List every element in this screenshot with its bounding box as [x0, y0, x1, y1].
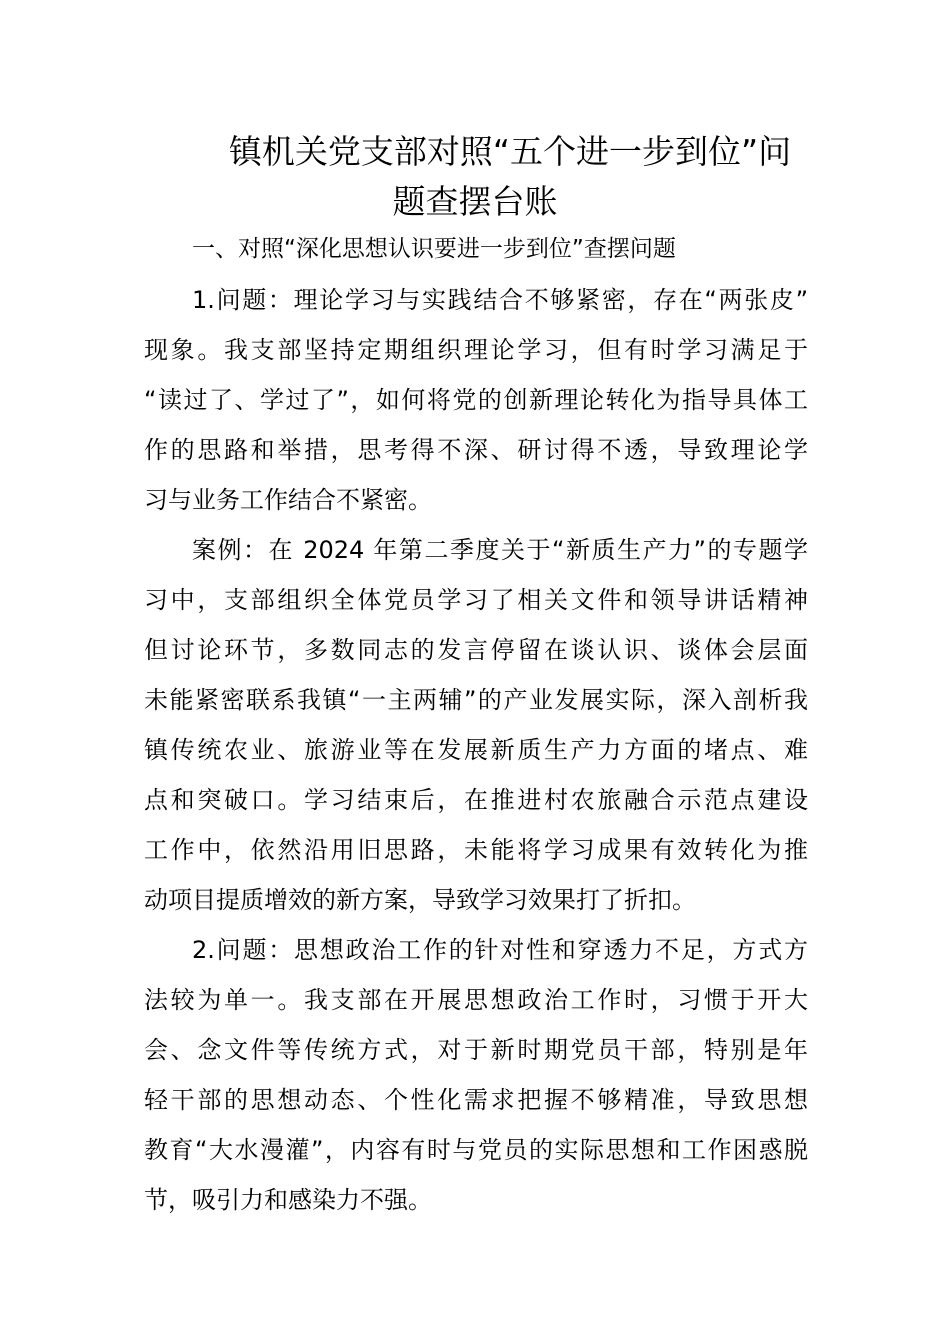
paragraph-line: 现象。我支部坚持定期组织理论学习，但有时学习满足于 [144, 336, 808, 364]
paragraph-line: 2.问题：思想政治工作的针对性和穿透力不足，方式方 [192, 936, 808, 964]
paragraph-line: 动项目提质增效的新方案，导致学习效果打了折扣。 [144, 886, 696, 914]
paragraph-line: 教育“大水漫灌”，内容有时与党员的实际思想和工作困惑脱 [144, 1136, 808, 1164]
paragraph-line: 轻干部的思想动态、个性化需求把握不够精准，导致思想 [144, 1086, 808, 1114]
paragraph-line: 作的思路和举措，思考得不深、研讨得不透，导致理论学 [144, 436, 808, 464]
paragraph-line: “读过了、学过了”，如何将党的创新理论转化为指导具体工 [144, 386, 808, 414]
paragraph-line: 习中，支部组织全体党员学习了相关文件和领导讲话精神 [144, 586, 808, 614]
paragraph-line: 法较为单一。我支部在开展思想政治工作时，习惯于开大 [144, 986, 808, 1014]
document-title-line-2: 题查摆台账 [392, 182, 558, 221]
paragraph-line: 案例：在 2024 年第二季度关于“新质生产力”的专题学 [192, 536, 808, 564]
section-heading: 一、对照“深化思想认识要进一步到位”查摆问题 [192, 236, 676, 262]
paragraph-line: 节，吸引力和感染力不强。 [144, 1186, 432, 1214]
document-title-line-1: 镇机关党支部对照“五个进一步到位”问 [228, 132, 792, 171]
paragraph-line: 1.问题：理论学习与实践结合不够紧密，存在“两张皮” [192, 286, 808, 314]
paragraph-line: 工作中，依然沿用旧思路，未能将学习成果有效转化为推 [144, 836, 808, 864]
paragraph-line: 点和突破口。学习结束后，在推进村农旅融合示范点建设 [144, 786, 808, 814]
paragraph-line: 但讨论环节，多数同志的发言停留在谈认识、谈体会层面 [144, 636, 808, 664]
paragraph-line: 未能紧密联系我镇“一主两辅”的产业发展实际，深入剖析我 [144, 686, 808, 714]
paragraph-line: 习与业务工作结合不紧密。 [144, 486, 432, 514]
paragraph-line: 会、念文件等传统方式，对于新时期党员干部，特别是年 [144, 1036, 808, 1064]
paragraph-line: 镇传统农业、旅游业等在发展新质生产力方面的堵点、难 [144, 736, 808, 764]
